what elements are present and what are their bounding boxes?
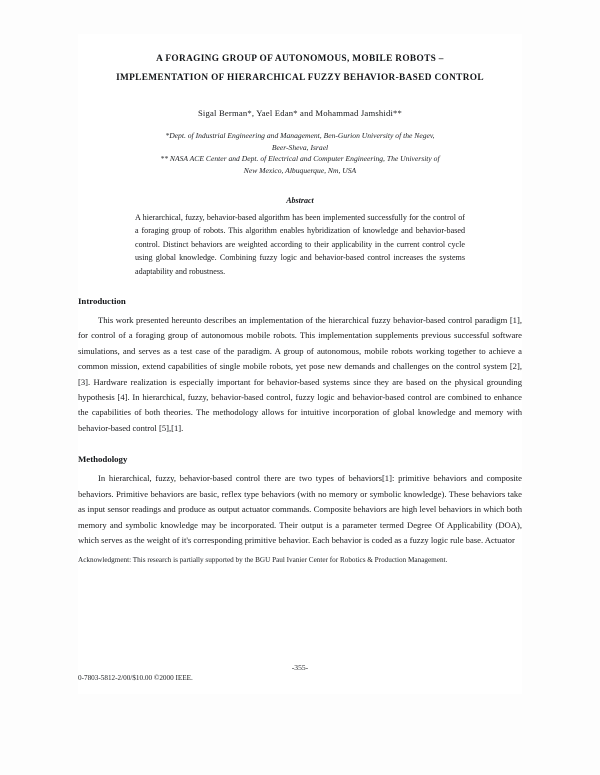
paper-sheet [78, 34, 522, 694]
page-number: -355- [291, 663, 309, 672]
abstract-heading: Abstract [286, 196, 314, 205]
affiliation-line-3: ** NASA ACE Center and Dept. of Electrical and Computer Engineering, The University of [160, 154, 440, 163]
affiliation-line-4: New Mexico, Albuquerque, Nm, USA [243, 165, 357, 175]
introduction-paragraph: This work presented hereunto describes an implementation of the hierarchical fuzzy behavior-based control paradigm [1], for control of a foraging group of autonomous mobile robots. This implementation supplements previous successful software simulations, and serves as a test case of the paradigm. A group of autonomous, mobile robots working together to achieve a common mission, extend capabilities of single mobile robots, yet pose new demands and challenges on the control system [2],[3]. Hardware realization is especially important for behavior-based systems since they are based on the physical grounding hypothesis [4]. In hierarchical, fuzzy, behavior-based control, fuzzy logic and behavior-based control are combined to enhance the capabilities of both theories. The methodology allows for intuitive incorporation of global knowledge and memory with behavior-based control [5],[1]. [78, 315, 522, 433]
section-heading-methodology: Methodology [78, 454, 128, 465]
acknowledgment-footnote: Acknowledgment: This research is partially supported by the BGU Paul Ivanier Center for Robotics & Production Management. [78, 556, 448, 565]
copyright-notice: 0-7803-5812-2/00/$10.00 ©2000 IEEE. [78, 674, 193, 682]
section-heading-introduction: Introduction [78, 296, 126, 307]
title-line-2: IMPLEMENTATION OF HIERARCHICAL FUZZY BEHAVIOR-BASED CONTROL [116, 73, 484, 83]
author-list: Sigal Berman*, Yael Edan* and Mohammad Jamshidi** [197, 108, 403, 118]
abstract-text: A hierarchical, fuzzy, behavior-based algorithm has been implemented successfully for the control of a foraging group of robots. This algorithm enables hybridization of knowledge and behavior-based control. Distinct behaviors are weighted according to their applicability in the current control cycle using global knowledge. Combining fuzzy logic and behavior-based control increases the systems adaptability and robustness. [135, 213, 465, 276]
affiliations [78, 130, 522, 176]
paper-title [78, 50, 522, 88]
methodology-paragraph: In hierarchical, fuzzy, behavior-based control there are two types of behaviors[1]: primitive behaviors and composite behaviors. Primitive behaviors are basic, reflex type behaviors (with no memory or symbolic knowledge). These behaviors take as input sensor readings and produce as output actuator commands. Composite behaviors are high level behaviors in which both memory and symbolic knowledge may be incorporated. Their output is a parameter termed Degree Of Applicability (DOA), which serves as the weight of it's corresponding primitive behavior. Each behavior is coded as a fuzzy logic rule base. Actuator [78, 473, 522, 545]
affiliation-line-1: *Dept. of Industrial Engineering and Management, Ben-Gurion University of the Negev, [165, 131, 435, 140]
page-footer [78, 648, 522, 694]
title-line-1: A FORAGING GROUP OF AUTONOMOUS, MOBILE ROBOTS – [156, 54, 444, 64]
affiliation-line-2: Beer-Sheva, Israel [271, 142, 329, 152]
